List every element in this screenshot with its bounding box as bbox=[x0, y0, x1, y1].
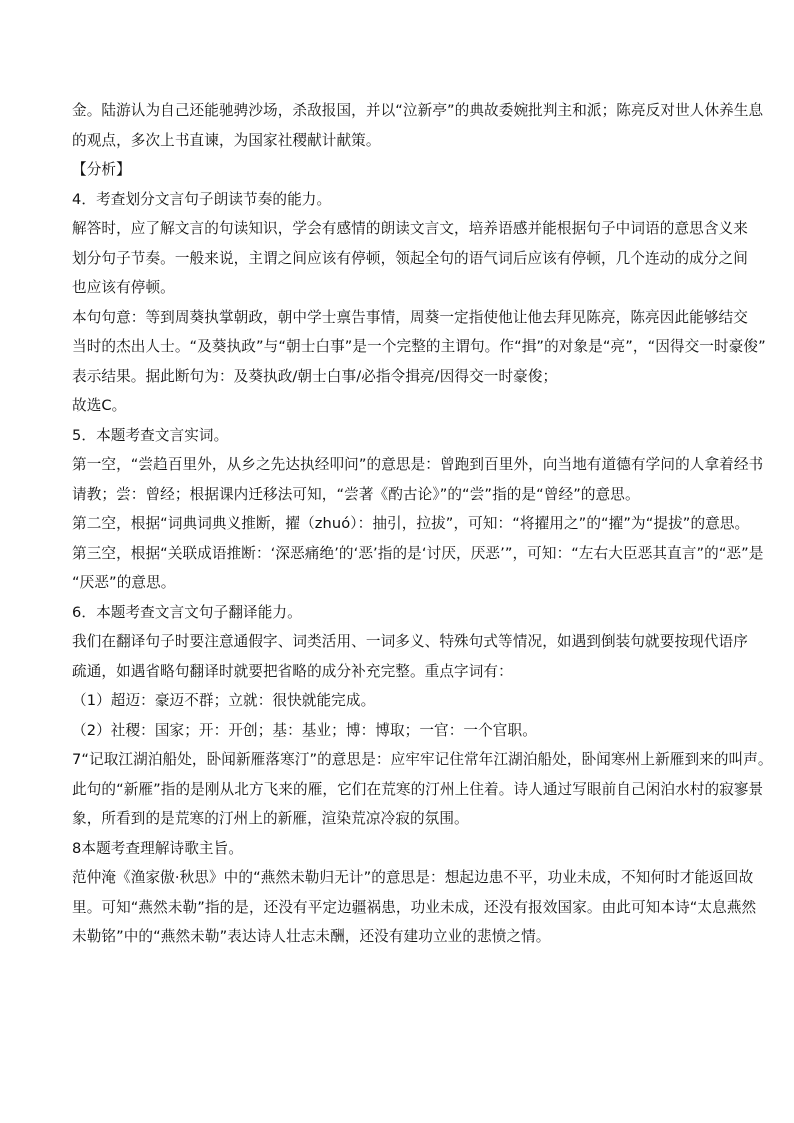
section-heading-analysis: 【分析】 bbox=[72, 161, 131, 178]
text-line: 里。可知“燕然未勒”指的是，还没有平定边疆祸患，功业未成，还没有报效国家。由此可知本诗“太息燕然 bbox=[72, 898, 757, 916]
text-line: 请教；尝：曾经；根据课内迁移法可知，“尝著《酌古论》”的“尝”指的是“曾经”的意思。 bbox=[72, 485, 640, 503]
text-line: （2）社稷：国家；开：开创；基：基业；博：博取；一官：一个官职。 bbox=[72, 721, 537, 739]
question-heading: 6．本题考查文言文句子翻译能力。 bbox=[72, 603, 302, 621]
text-line: 7“记取江湖泊船处，卧闻新雁落寒汀”的意思是：应牢牢记住常年江湖泊船处，卧闻寒州上新雁到来的叫声。 bbox=[72, 751, 773, 768]
text-line: 此句的“新雁”指的是刚从北方飞来的雁，它们在荒寒的汀州上住着。诗人通过写眼前自己闲泊水村的寂寥景 bbox=[72, 780, 764, 798]
text-line: 当时的杰出人士。“及葵执政”与“朝士白事”是一个完整的主谓句。作“揖”的对象是“亮”，“因得交一时豪俊” bbox=[72, 338, 766, 355]
question-heading: 4．考查划分文言句子朗读节奏的能力。 bbox=[72, 190, 332, 208]
text-line: 本句句意：等到周葵执掌朝政，朝中学士禀告事情，周葵一定指使他让他去拜见陈亮，陈亮因此能够结交 bbox=[72, 308, 748, 326]
text-line: 第一空，“尝趋百里外，从乡之先达执经叩问”的意思是：曾跑到百里外，向当地有道德有学问的人拿着经书 bbox=[72, 456, 764, 473]
question-heading: 5．本题考查文言实词。 bbox=[72, 426, 229, 444]
text-line: 第二空，根据“词典词典义推断，擢（zhuó）：抽引，拉拔”，可知：“将擢用之”的“擢”为“提拔”的意思。 bbox=[72, 515, 750, 532]
text-line: 象，所看到的是荒寒的汀州上的新雁，渲染荒凉冷寂的氛围。 bbox=[72, 810, 469, 827]
text-line: 金。陆游认为自己还能驰骋沙场，杀敌报国，并以“泣新亭”的典故委婉批判主和派；陈亮反对世人休养生息 bbox=[72, 102, 764, 119]
text-line: 我们在翻译句子时要注意通假字、词类活用、一词多义、特殊句式等情况，如遇到倒装句就要按现代语序 bbox=[72, 633, 748, 650]
text-line: 也应该有停顿。 bbox=[72, 279, 175, 296]
text-line: 划分句子节奏。一般来说，主谓之间应该有停顿，领起全句的语气词后应该有停顿，几个连动的成分之间 bbox=[72, 249, 748, 267]
question-heading: 8本题考查理解诗歌主旨。 bbox=[72, 839, 244, 857]
text-line: 表示结果。据此断句为：及葵执政/朝士白事/必指令揖亮/因得交一时豪俊； bbox=[72, 367, 558, 385]
text-line: “厌恶”的意思。 bbox=[72, 574, 176, 591]
text-line: 的观点，多次上书直谏，为国家社稷献计献策。 bbox=[72, 131, 381, 149]
text-line: 疏通，如遇省略句翻译时就要把省略的成分补充完整。重点字词有： bbox=[72, 662, 513, 680]
text-line: （1）超迈：豪迈不群；立就：很快就能完成。 bbox=[72, 692, 376, 709]
text-line: 未勒铭”中的“燕然未勒”表达诗人壮志未酬，还没有建功立业的悲愤之情。 bbox=[72, 928, 551, 945]
text-line: 范仲淹《渔家傲·秋思》中的“燕然未勒归无计”的意思是：想起边患不平，功业未成，不知何时才能返回故 bbox=[72, 869, 754, 886]
answer-line: 故选C。 bbox=[72, 397, 127, 414]
text-line: 第三空，根据“关联成语推断：‘深恶痛绝’的‘恶’指的是‘讨厌，厌恶’”，可知：“左右大臣恶其直言”的“恶”是 bbox=[72, 544, 764, 562]
text-line: 解答时，应了解文言的句读知识，学会有感情的朗读文言文，培养语感并能根据句子中词语的意思含义来 bbox=[72, 220, 748, 237]
document-body bbox=[72, 96, 773, 952]
